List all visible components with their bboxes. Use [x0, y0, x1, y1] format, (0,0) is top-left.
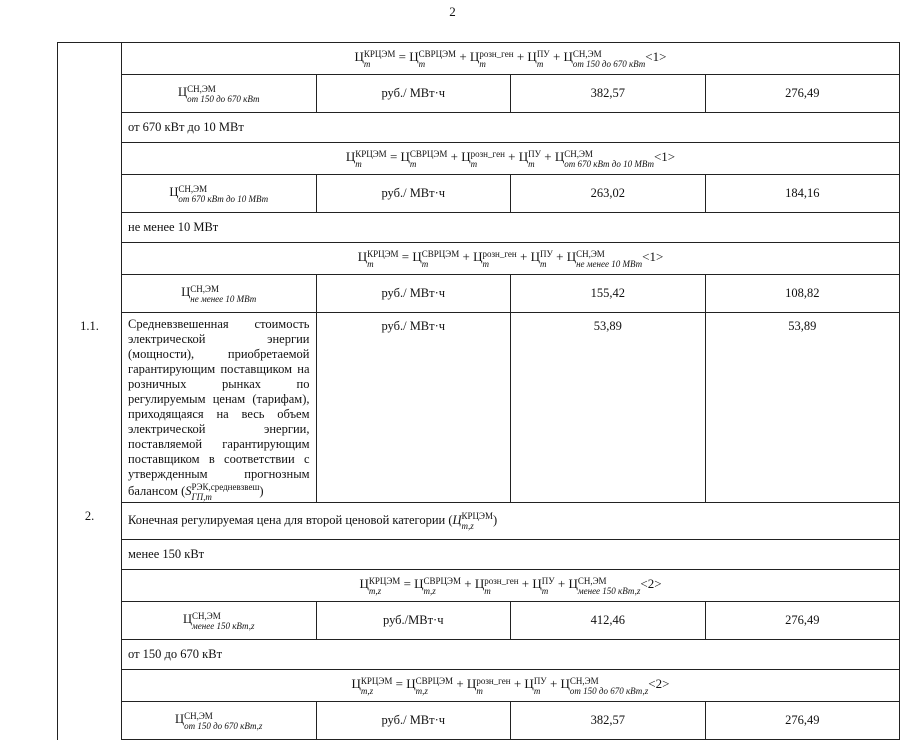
section-heading-row — [58, 503, 900, 540]
band-label: не менее 10 МВт — [122, 213, 900, 243]
formula-row — [58, 570, 900, 602]
value-cell-2: 276,49 — [705, 602, 900, 640]
formula-row — [58, 143, 900, 175]
band-row — [58, 113, 900, 143]
component-row — [58, 175, 900, 213]
formula-row — [58, 243, 900, 275]
value-cell-2: 184,16 — [705, 175, 900, 213]
row-number: 1.1. — [58, 313, 122, 503]
row-number: 2. — [58, 503, 122, 540]
value-cell-1: 412,46 — [511, 602, 706, 640]
formula-cell — [122, 143, 900, 175]
formula-rendered: Ц КРЦЭМ m,z = Ц СВРЦЭМ m,z + Ц розн_ген m + Ц ПУ m + Ц СН,ЭМ менее 150 кВт,z <2> — [359, 575, 662, 596]
unit-cell: руб./ МВт·ч — [316, 175, 511, 213]
value-cell-1: 263,02 — [511, 175, 706, 213]
formula-row — [58, 670, 900, 702]
formula-row — [58, 43, 900, 75]
formula-rendered: Ц КРЦЭМ m = Ц СВРЦЭМ m + Ц розн_ген m + Ц ПУ m + Ц СН,ЭМ не менее 10 МВт <1> — [357, 248, 664, 269]
unit-cell: руб./МВт·ч — [316, 602, 511, 640]
section-heading: Конечная регулируемая цена для второй ценовой категории (Ц КРЦЭМ m,z ) — [122, 503, 900, 540]
unit-cell: руб./ МВт·ч — [316, 75, 511, 113]
band-row — [58, 640, 900, 670]
band-label: от 670 кВт до 10 МВт — [122, 113, 900, 143]
page-number: 2 — [449, 4, 456, 19]
component-label: Ц СН,ЭМ не менее 10 МВт — [122, 275, 317, 313]
value-cell-1: 53,89 — [511, 313, 706, 503]
value-cell-1: 382,57 — [511, 75, 706, 113]
formula-cell — [122, 243, 900, 275]
component-label: Ц СН,ЭМ от 670 кВт до 10 МВт — [122, 175, 317, 213]
value-cell-1: 382,57 — [511, 702, 706, 740]
formula-cell — [122, 43, 900, 75]
component-label: Ц СН,ЭМ менее 150 кВт,z — [122, 602, 317, 640]
item-1-1-row — [58, 313, 900, 503]
formula-rendered: Ц КРЦЭМ m = Ц СВРЦЭМ m + Ц розн_ген m + Ц ПУ m + Ц СН,ЭМ от 670 кВт до 10 МВт <1> — [345, 148, 676, 169]
band-row — [58, 213, 900, 243]
component-row — [58, 702, 900, 740]
formula-cell — [122, 570, 900, 602]
component-label: Ц СН,ЭМ от 150 до 670 кВт — [122, 75, 317, 113]
formula-rendered: Ц КРЦЭМ m,z = Ц СВРЦЭМ m,z + Ц розн_ген m + Ц ПУ m + Ц СН,ЭМ от 150 до 670 кВт,z <2> — [351, 675, 670, 696]
value-cell-2: 108,82 — [705, 275, 900, 313]
unit-cell: руб./ МВт·ч — [316, 275, 511, 313]
band-label: менее 150 кВт — [122, 540, 900, 570]
tariff-table — [57, 42, 900, 740]
value-cell-1: 155,42 — [511, 275, 706, 313]
band-label: от 150 до 670 кВт — [122, 640, 900, 670]
formula-cell — [122, 670, 900, 702]
unit-cell: руб./ МВт·ч — [316, 702, 511, 740]
value-cell-2: 276,49 — [705, 702, 900, 740]
formula-rendered: Ц КРЦЭМ m = Ц СВРЦЭМ m + Ц розн_ген m + Ц ПУ m + Ц СН,ЭМ от 150 до 670 кВт <1> — [354, 48, 667, 69]
unit-cell: руб./ МВт·ч — [316, 313, 511, 503]
item-description: Средневзвешенная стоимость электрической энергии (мощности), приобретаемой гарантирующим поставщиком на розничных рынках по регулируемым ценам (тарифам), приходящаяся на весь объем электрической энергии, поставляемой гарантирующим поставщиком в соответствии с утвержденным прогнозным балансом (S РЭК,средневзвеш ГП,m ) — [122, 313, 317, 503]
component-row — [58, 602, 900, 640]
value-cell-2: 53,89 — [705, 313, 900, 503]
component-row — [58, 75, 900, 113]
row-number-cell — [58, 43, 122, 75]
band-row — [58, 540, 900, 570]
component-row — [58, 275, 900, 313]
component-label: Ц СН,ЭМ от 150 до 670 кВт,z — [122, 702, 317, 740]
value-cell-2: 276,49 — [705, 75, 900, 113]
